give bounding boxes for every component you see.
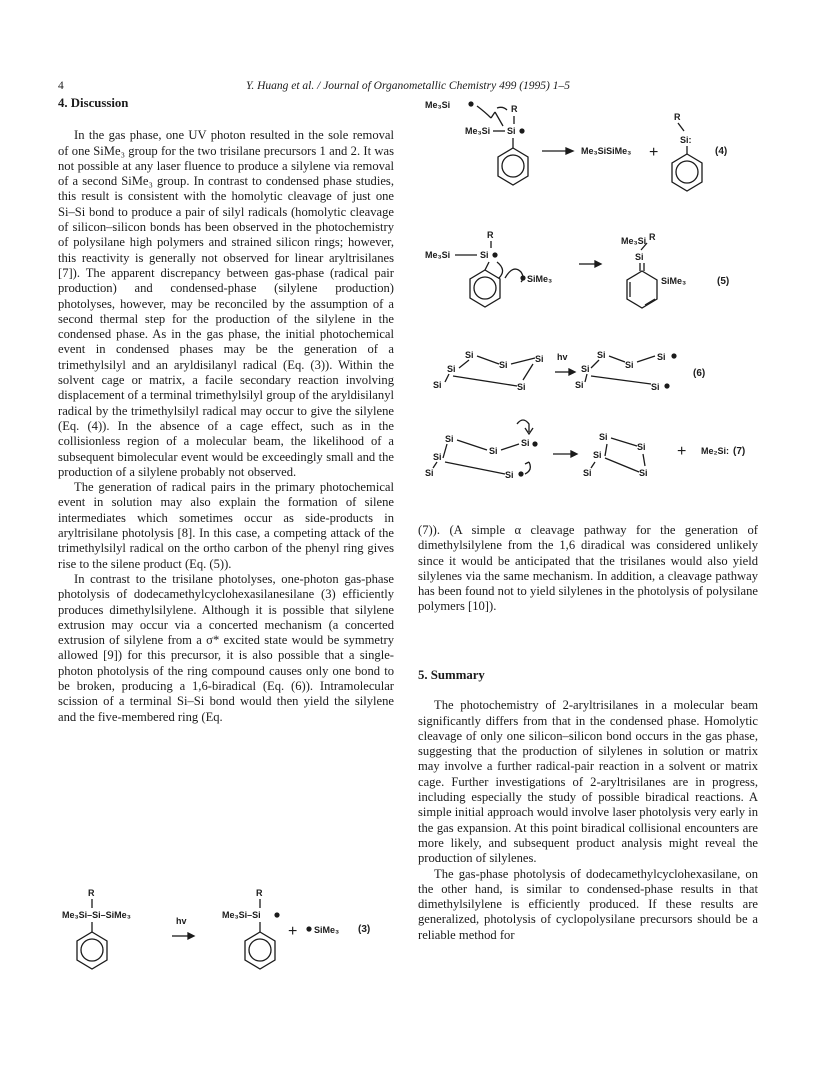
running-head: Y. Huang et al. / Journal of Organometallic Chemistry 499 (1995) 1–5 — [245, 80, 570, 92]
scheme-eq4 — [425, 96, 755, 206]
sime3-radical-label: SiMe₃ — [314, 925, 340, 935]
si-atom-label: Si — [505, 470, 514, 480]
si-atom-label: Si — [581, 364, 590, 374]
scheme-eq6 — [425, 346, 755, 396]
scheme-eq7 — [425, 414, 755, 494]
discussion-paragraph-1: In the gas phase, one UV photon resulted in the sole removal of one SiMe₃ group for the two trisilane precursors 1 and 2. It was not possible at any laser fluence to produce a silylene via removal of a second SiMe₃ group. In contrast to condensed phase studies, this result is consistent with the homolytic cleavage of just one Si–Si bond to produce a pair of silyl radicals (homolytic cleavage of silicon–silicon bonds has been observed in the photochemistry of polysilane high polymers and strained silicon rings; however, this reactivity is generally not observed for linear aryltrisilanes [7]). The apparent discrepancy between gas-phase (radical pair production) and condensed-phase (silylene production) photolyses, however, may be reconciled by the assumption of a second thermal step for the production of the silylene in the condensed phase. As in the gas phase, the initial photochemical event in condensed phases may be the generation of a trimethylsilyl and an aryldisilanyl radical (Eq. (3)). Within the solvent cage or matrix, a facile secondary reaction involving displacement of a terminal trimethylsilyl group of the aryldisilanyl radical by the trimethylsilyl radical may occur to give the silylene (Eq. (4)). In the absence of a cage effect, such as in the collisionless region of a molecular beam, the likelihood of a subsequent bimolecular event would be exceedingly small and the production of a silylene probably not observed. — [58, 128, 394, 479]
si-atom-label: Si — [433, 452, 442, 462]
right-column-text — [418, 523, 758, 615]
r-label-reactant: R — [88, 888, 95, 898]
scission-arrow — [517, 420, 533, 434]
r-label-product: R — [256, 888, 263, 898]
attacking-sime3-label: SiMe₃ — [527, 274, 553, 284]
plus-sign: + — [677, 443, 687, 460]
attack-arrow — [477, 106, 507, 126]
scheme-eq3 — [60, 884, 400, 984]
r-label-reactant: R — [511, 104, 518, 114]
si-atom-label: Si — [599, 432, 608, 442]
si-atom-label: Si — [637, 442, 646, 452]
summary-section — [418, 668, 758, 943]
trisilane-reactant-label: Me₃Si–Si–SiMe₃ — [62, 910, 131, 920]
scheme-eq5 — [425, 226, 755, 316]
biradical-bonds — [433, 440, 530, 474]
disilanyl-radical-label: Me₃Si–Si — [222, 910, 261, 920]
equation-number-4: (4) — [715, 146, 728, 157]
si-atom-label: Si — [583, 468, 592, 478]
discussion-paragraph-3: In contrast to the trisilane photolyses, one-photon gas-phase photolysis of dodecamethylcyclohexasilanesilane (3) efficiently produces dimethylsilylene. Although it is possible that silylene extrusion may occur via a concerted mechanism (a concerted extrusion of silylene from a σ* excited state would be symmetry allowed [9]) for this precursor, it is also possible that a single-photon photolysis of the ring compound causes only one bond to be broken, producing a 1,6-biradical (Eq. (6)). Intramolecular scission of a terminal Si–Si bond would then yield the silylene and the five-membered ring (Eq. — [58, 571, 394, 724]
si-atom-label: Si — [499, 360, 508, 370]
r-label-reactant: R — [487, 230, 494, 240]
si-atom-label: Si — [445, 434, 454, 444]
silylene-label: Me₂Si: — [701, 446, 730, 456]
equation-number-6: (6) — [693, 368, 706, 379]
page-number: 4 — [58, 80, 64, 92]
si-atom-label: Si — [597, 350, 606, 360]
si-atom-label: Si — [521, 438, 530, 448]
r-label-product: R — [674, 112, 681, 122]
equation-number-5: (5) — [717, 276, 730, 287]
plus-sign: + — [288, 923, 298, 940]
si-atom-label: Si — [447, 364, 456, 374]
left-column — [58, 96, 394, 725]
r-label-product: R — [649, 232, 656, 242]
hv-label: hv — [557, 352, 568, 362]
me3si-radical-label: Me₃Si — [425, 100, 451, 110]
si-atom-label: Si — [575, 380, 584, 390]
summary-paragraph-1: The photochemistry of 2-aryltrisilanes in a molecular beam significantly differs from that in the condensed phase. Homolytic cleavage of only one silicon–silicon bond occurs in the gas phase, suggesting that the production of silylenes in solution or matrix may involve a further radical-pair reaction in a solvent or matrix cage. Further investigations of 2-aryltrisilanes are in progress, including especially the study of possible biradical reactions. A simple initial approach would involve laser photolysis very early in the gas expansion. At this point biradical collisional encounters are more likely, and subsequent product analysis might reveal the production of silylenes. — [418, 698, 758, 866]
radical-dot — [468, 101, 473, 106]
summary-paragraph-2: The gas-phase photolysis of dodecamethylcyclohexasilane, on the other hand, is similar to condensed-phase results in that dimethylsilylene is efficiently produced. If these results are generalized, photolysis of cyclopolysilane precursors should be a reliable method for — [418, 866, 758, 942]
radical-attack-arrows — [497, 262, 523, 282]
equation-number-7: (7) — [733, 446, 746, 457]
si-atom-label: Si — [639, 468, 648, 478]
running-header — [58, 80, 758, 96]
si-atom-label: Si — [651, 382, 660, 392]
me3si-product-label: Me₃Si — [621, 236, 647, 246]
me3si-label: Me₃Si — [465, 126, 491, 136]
si-atom-label: Si — [465, 350, 474, 360]
si-atom-label: Si — [517, 382, 526, 392]
si-atom-label: Si — [625, 360, 634, 370]
si-atom-label: Si — [433, 380, 442, 390]
biradical-chain-bonds — [585, 356, 655, 384]
silylene-label: Si: — [680, 135, 692, 145]
cyclohexadiene-ring — [627, 271, 657, 308]
si-atom-label: Si — [657, 352, 666, 362]
si-label: Si — [507, 126, 516, 136]
me3si-label: Me₃Si — [425, 250, 451, 260]
summary-heading: 5. Summary — [418, 668, 485, 682]
sime3-product-label: SiMe₃ — [661, 276, 687, 286]
si-atom-label: Si — [593, 450, 602, 460]
discussion-paragraph-2: The generation of radical pairs in the primary photochemical event in solution may also explain the formation of silene intermediates which sometimes occur as side-products in aryltrisilane photolysis [8]. In this case, a competing attack of the trimethylsilyl radical on the ortho carbon of the phenyl ring gives rise to the silene product (Eq. (5)). — [58, 480, 394, 571]
si-atom-label: Si — [489, 446, 498, 456]
si-atom-label: Si — [535, 354, 544, 364]
disilane-product-label: Me₃SiSiMe₃ — [581, 146, 632, 156]
discussion-paragraph-4: (7)). (A simple α cleavage pathway for the generation of dimethylsilylene from the 1,6 diradical was considered unlikely since it would be anticipated that the trisilanes would also yield silylenes via the same mechanism. In addition, a cleavage pathway has been found not to yield silylenes in the photolysis of polysilane polymers [10]). — [418, 523, 758, 614]
hv-label: hv — [176, 916, 187, 926]
silene-si-label: Si — [635, 252, 644, 262]
discussion-heading: 4. Discussion — [58, 96, 129, 110]
si-atom-label: Si — [425, 468, 434, 478]
equation-number-3: (3) — [358, 924, 371, 935]
si-label: Si — [480, 250, 489, 260]
plus-sign: + — [649, 144, 659, 161]
